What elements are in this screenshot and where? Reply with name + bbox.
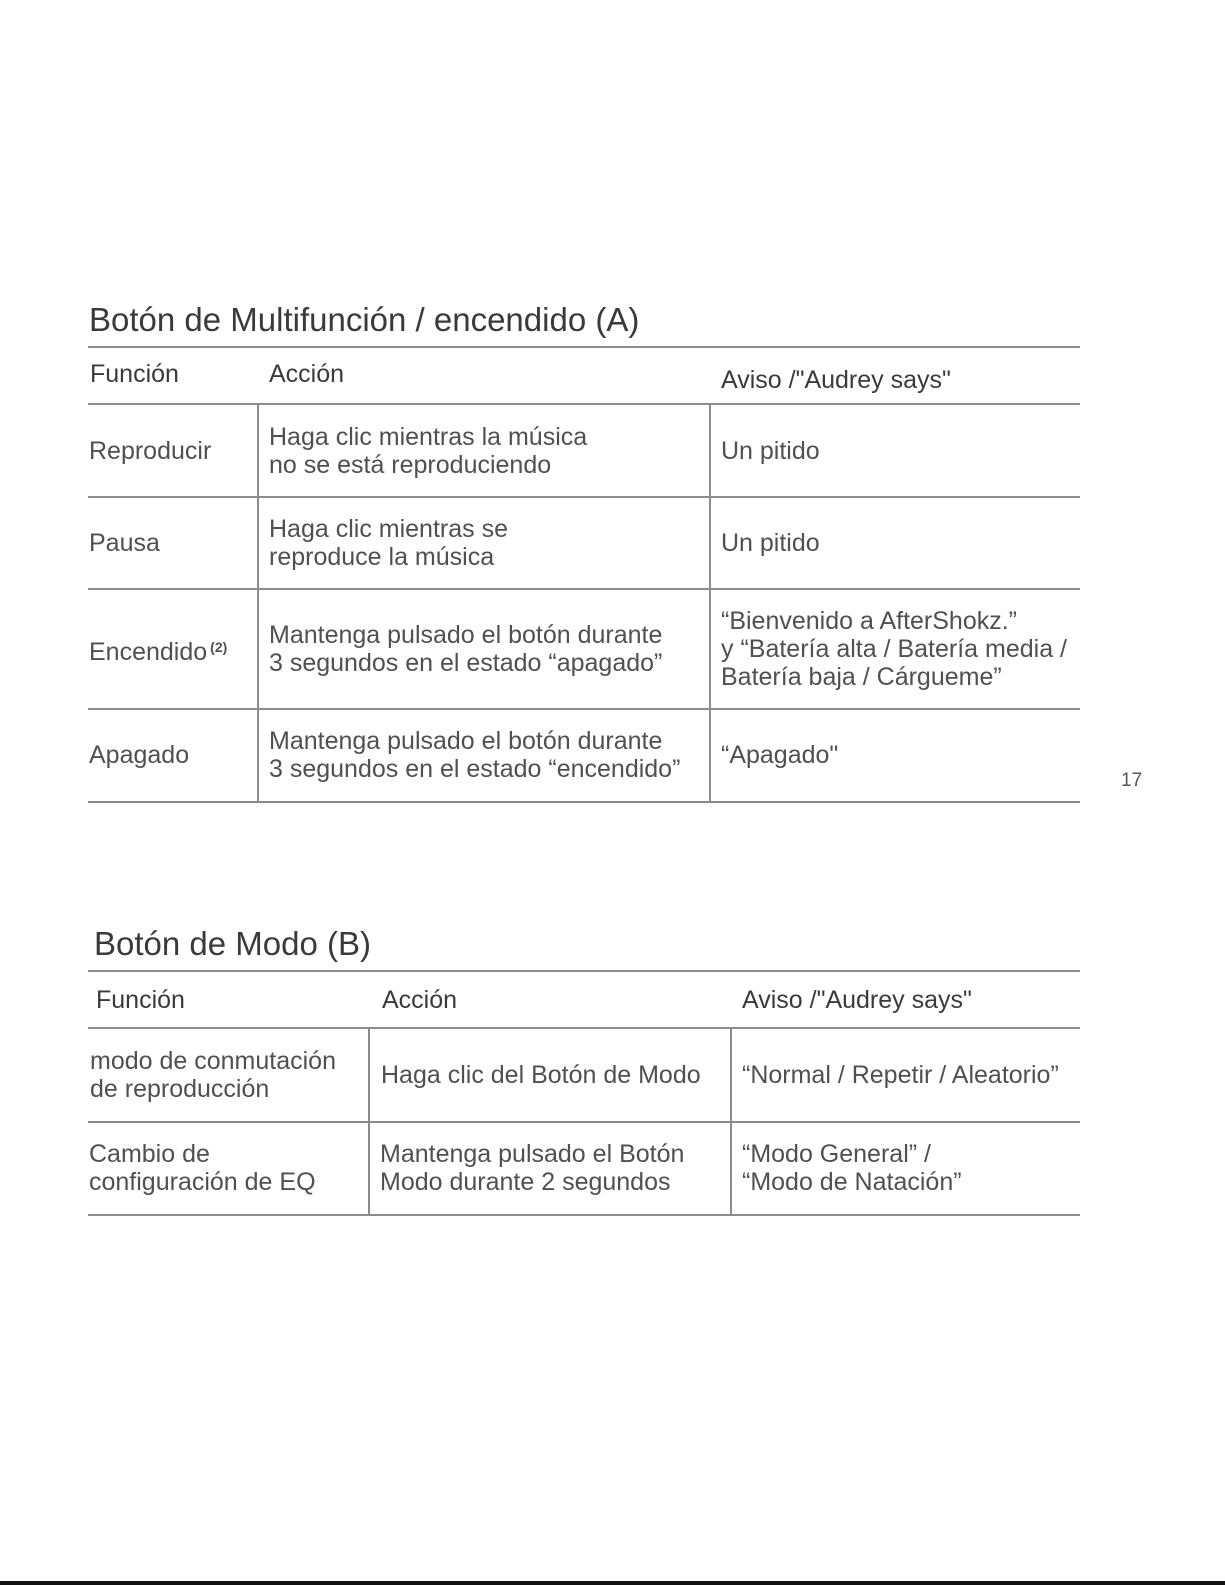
table-b-top-rule [88,970,1080,972]
table-b-row-2-function: Cambio de configuración de EQ [89,1140,316,1196]
table-a-header-prompt: Aviso /"Audrey says" [721,366,951,394]
table-a-row-2-action: Haga clic mientras se reproduce la música [269,515,508,571]
table-b-header-prompt: Aviso /"Audrey says" [742,986,972,1014]
table-b-row-1-prompt: “Normal / Repetir / Aleatorio” [742,1060,1059,1089]
table-b-header-action: Acción [382,986,458,1014]
table-a-header-function: Función [90,360,179,388]
table-a-row-1-rule [88,496,1080,498]
table-a-bottom-rule [88,801,1080,803]
table-a-row-4-function: Apagado [89,741,190,769]
table-a-row-4-action: Mantenga pulsado el botón durante 3 segundos en el estado “encendido” [269,727,681,783]
table-b-bottom-rule [88,1214,1080,1216]
bottom-edge-bar [0,1581,1225,1585]
table-a-row-2-prompt: Un pitido [721,529,820,557]
table-a-col-divider-2 [709,404,711,802]
table-a-row-3-function: Encendido $^{(2)}$ [89,637,228,666]
page-number: 17 [1121,770,1143,791]
table-a-row-3-action: Mantenga pulsado el botón durante 3 segundos en el estado “apagado” [269,621,663,677]
table-b-row-2-prompt: “Modo General” / “Modo de Natación” [742,1140,962,1196]
table-b-row-1-action: Haga clic del Botón de Modo [381,1060,701,1089]
table-a-row-2-function: Pausa [89,529,160,557]
section-title-b: Botón de Modo (B) [94,925,371,962]
footnote-ref: (2) [210,638,228,655]
table-b-row-2-action: Mantenga pulsado el Botón Modo durante 2 segundos [380,1140,685,1196]
table-a-top-rule [88,346,1080,348]
table-a-col-divider-1 [257,404,259,802]
table-a-row-3-prompt: “Bienvenido a AfterShokz.” y “Batería alta / Batería media / Batería baja / Cárgueme” [721,607,1067,691]
table-a-row-1-prompt: Un pitido [721,436,820,465]
table-a-row-1-function: Reproducir [89,436,212,465]
section-title-a: Botón de Multifunción / encendido (A) [89,301,640,338]
table-b-header-function: Función [96,986,185,1014]
table-a-row-1-action: Haga clic mientras la música no se está reproduciendo [269,422,588,479]
table-b-row-1-function: modo de conmutación de reproducción [90,1046,336,1103]
table-a-header-action: Acción [269,360,345,388]
table-a-row-4-prompt: “Apagado" [721,741,839,769]
